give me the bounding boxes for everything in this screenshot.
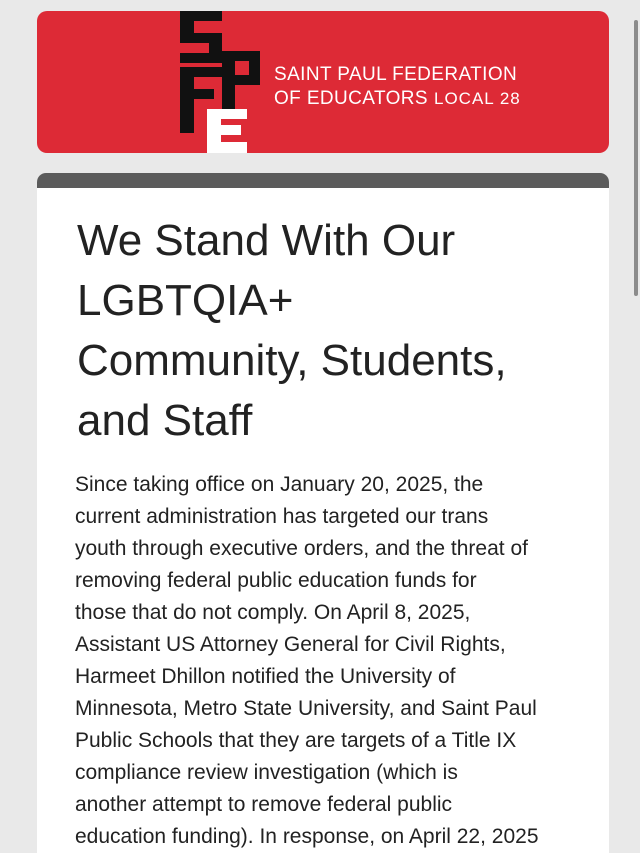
article-title: [77, 211, 597, 451]
body-line: Since taking office on January 20, 2025, the: [75, 473, 484, 496]
body-line: Public Schools that they are targets of a Title IX: [75, 729, 517, 752]
body-line: Minnesota, Metro State University, and Saint Paul: [75, 697, 537, 720]
scrollbar[interactable]: [634, 20, 638, 296]
title-line: We Stand With Our: [77, 216, 456, 265]
article-body: [75, 469, 595, 853]
body-line: youth through executive orders, and the threat of: [75, 537, 528, 560]
title-line: and Staff: [77, 396, 253, 445]
spfe-logo: [165, 11, 265, 153]
body-line: compliance review investigation (which is: [75, 761, 458, 784]
local-number: LOCAL 28: [434, 89, 521, 108]
title-line: LGBTQIA+: [77, 276, 294, 325]
body-line: Harmeet Dhillon notified the University of: [75, 665, 456, 688]
body-line: removing federal public education funds for: [75, 569, 477, 592]
article-card: [37, 173, 609, 853]
org-name-line1: SAINT PAUL FEDERATION: [274, 64, 518, 85]
body-line: Assistant US Attorney General for Civil Rights,: [75, 633, 506, 656]
card-top-bar: [37, 173, 609, 188]
body-line: current administration has targeted our trans: [75, 505, 489, 528]
title-line: Community, Students,: [77, 336, 507, 385]
body-line: another attempt to remove federal public: [75, 793, 453, 816]
body-line: those that do not comply. On April 8, 2025,: [75, 601, 471, 624]
header-banner: [37, 11, 609, 153]
organization-name: [274, 63, 521, 111]
org-name-line2: OF EDUCATORS LOCAL 28: [274, 88, 521, 109]
body-line: education funding). In response, on April 22, 2025: [75, 825, 539, 848]
